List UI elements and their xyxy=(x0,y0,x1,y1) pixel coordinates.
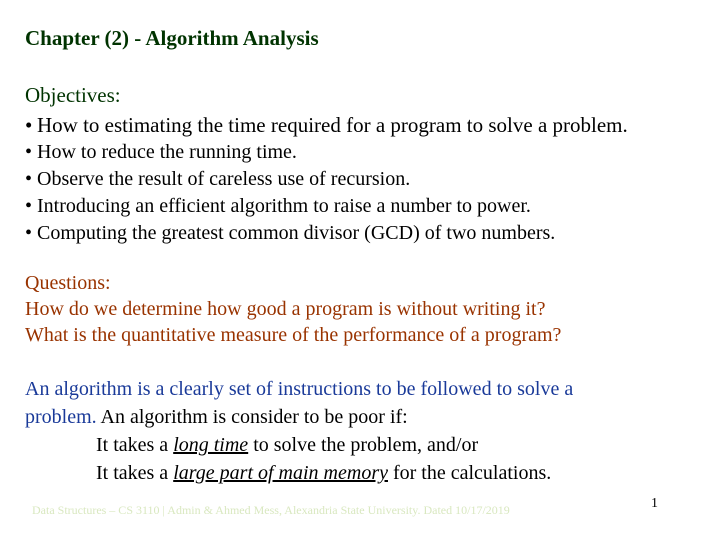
objective-item: • Computing the greatest common divisor (GCD) of two numbers. xyxy=(25,220,628,247)
emphasis-long-time: long time xyxy=(173,434,249,456)
objective-item: • How to estimating the time required for a program to solve a problem. xyxy=(25,113,628,137)
questions-block xyxy=(25,270,561,348)
objectives-heading: Objectives: xyxy=(25,83,121,107)
question-item: How do we determine how good a program is without writing it? xyxy=(25,298,546,320)
emphasis-memory: large part of main memory xyxy=(173,462,388,484)
questions-heading: Questions: xyxy=(25,272,111,294)
bullet-icon: • xyxy=(25,195,33,217)
objective-item: • How to reduce the running time. xyxy=(25,139,628,166)
question-item: What is the quantitative measure of the performance of a program? xyxy=(25,324,562,346)
poor-condition-time: It takes a long time to solve the problem, and/or xyxy=(96,434,479,456)
page-number: 1 xyxy=(651,496,658,511)
slide-footer: Data Structures – CS 3110 | Admin & Ahmed Mess, Alexandria State University. Dated 10/17/2019 xyxy=(32,503,510,517)
objective-item: • Introducing an efficient algorithm to raise a number to power. xyxy=(25,193,628,220)
objective-item: • Observe the result of careless use of recursion. xyxy=(25,166,628,193)
algorithm-line: problem. An algorithm is consider to be poor if: xyxy=(25,406,408,428)
algorithm-definition xyxy=(25,375,573,487)
bullet-icon: • xyxy=(25,113,33,137)
bullet-icon: • xyxy=(25,168,33,190)
objectives-list xyxy=(25,112,628,247)
algorithm-line: An algorithm is a clearly set of instructions to be followed to solve a xyxy=(25,378,574,400)
poor-condition-memory: It takes a large part of main memory for the calculations. xyxy=(96,462,552,484)
bullet-icon: • xyxy=(25,141,33,163)
bullet-icon: • xyxy=(25,222,33,244)
slide-title: Chapter (2) - Algorithm Analysis xyxy=(25,26,319,50)
